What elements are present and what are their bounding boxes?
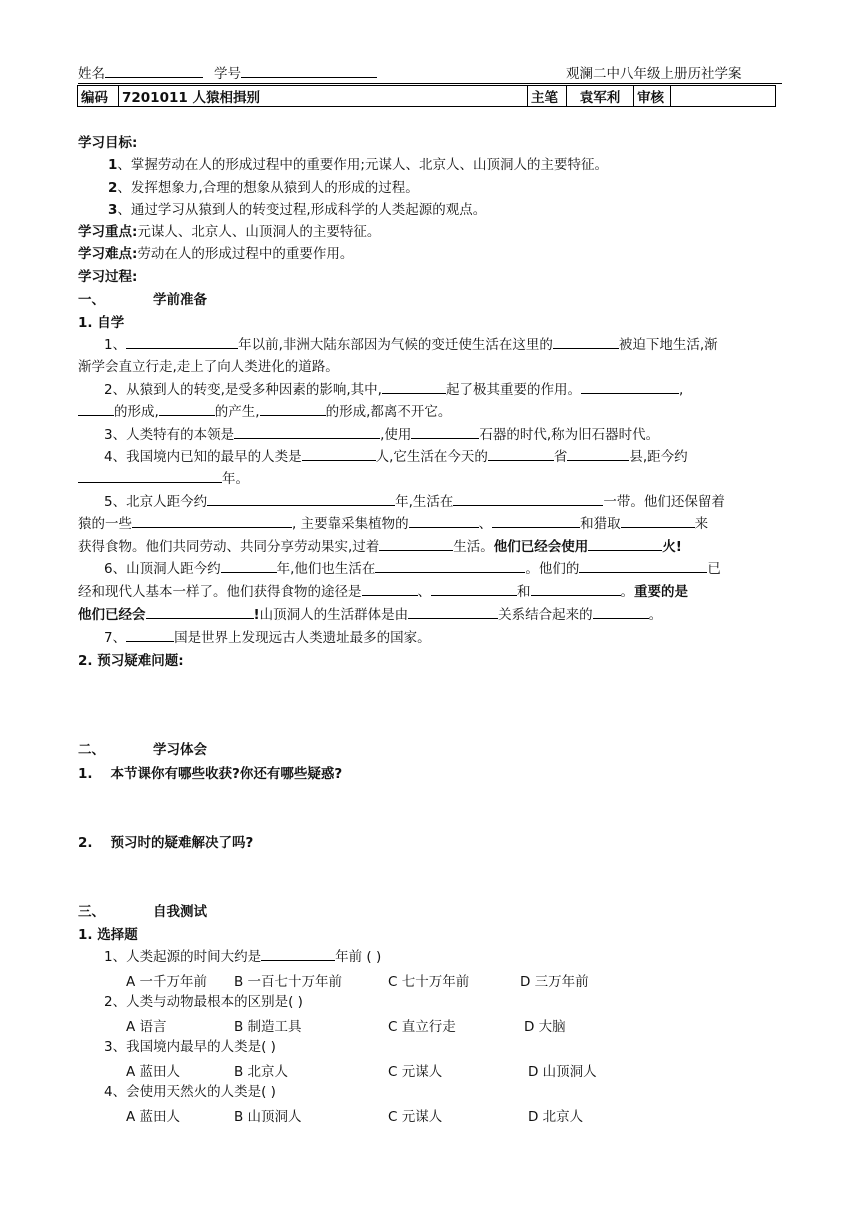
code-value: 7201011 人猿相揖别	[119, 86, 528, 107]
blank[interactable]	[492, 513, 580, 528]
section2-q1: 1. 本节课你有哪些收获?你还有哪些疑惑?	[78, 766, 343, 782]
section3-heading: 三、 自我测试	[78, 904, 207, 920]
author-name: 袁军利	[567, 86, 634, 107]
blank[interactable]	[159, 401, 215, 416]
blank[interactable]	[207, 491, 395, 506]
objectives-title: 学习目标:	[78, 135, 138, 151]
student-id-blank[interactable]	[241, 63, 377, 78]
blank[interactable]	[261, 946, 335, 961]
blank[interactable]	[431, 581, 517, 596]
blank[interactable]	[411, 424, 479, 439]
blank[interactable]	[362, 581, 418, 596]
name-field[interactable]	[78, 62, 203, 82]
blank[interactable]	[132, 513, 292, 528]
student-id-field[interactable]	[214, 62, 377, 82]
meta-table	[77, 85, 776, 107]
blank[interactable]	[579, 558, 707, 573]
mc2-option-c[interactable]: C 直立行走	[388, 1019, 456, 1035]
blank[interactable]	[375, 558, 525, 573]
q1-line2: 渐学会直立行走,走上了向人类进化的道路。	[78, 359, 339, 375]
objective-2: 2、发挥想象力,合理的想象从猿到人的形成的过程。	[108, 180, 419, 196]
q5-line3: 获得食物。他们共同劳动、共同分享劳动果实,过着 生活。他们已经会使用 火!	[78, 536, 682, 558]
q5-line1: 5、北京人距今约 年,生活在 一带。他们还保留着	[104, 491, 725, 513]
blank[interactable]	[382, 379, 446, 394]
blank[interactable]	[621, 513, 695, 528]
section3-sub1: 1. 选择题	[78, 927, 138, 943]
objective-3: 3、通过学习从猿到人的转变过程,形成科学的人类起源的观点。	[108, 202, 487, 218]
mc1-option-b[interactable]: B 一百七十万年前	[234, 974, 343, 990]
mc1-option-d[interactable]: D 三万年前	[520, 974, 589, 990]
blank[interactable]	[488, 446, 554, 461]
mc1-option-a[interactable]: A 一千万年前	[126, 974, 208, 990]
blank[interactable]	[221, 558, 277, 573]
blank[interactable]	[531, 581, 621, 596]
objective-1: 1、掌握劳动在人的形成过程中的重要作用;元谋人、北京人、山顶洞人的主要特征。	[108, 157, 608, 173]
blank[interactable]	[408, 604, 498, 619]
blank[interactable]	[78, 468, 222, 483]
q3-line: 3、人类特有的本领是 ,使用 石器的时代,称为旧石器时代。	[104, 424, 659, 446]
blank[interactable]	[567, 446, 629, 461]
mc3-option-c[interactable]: C 元谋人	[388, 1064, 443, 1080]
mc3-option-d[interactable]: D 山顶洞人	[528, 1064, 597, 1080]
process-title: 学习过程:	[78, 269, 138, 285]
q1-line1: 1、 年以前,非洲大陆东部因为气候的变迁使生活在这里的 被迫下地生活,渐	[104, 334, 718, 356]
name-blank[interactable]	[105, 63, 203, 78]
mc2-option-b[interactable]: B 制造工具	[234, 1019, 302, 1035]
section2-q2: 2. 预习时的疑难解决了吗?	[78, 835, 254, 851]
mc-question-1: 1、人类起源的时间大约是 年前 ( )	[104, 946, 381, 968]
header-divider	[78, 83, 782, 84]
q6-line3: 他们已经会 !山顶洞人的生活群体是由 关系结合起来的 。	[78, 604, 662, 626]
blank[interactable]	[260, 401, 326, 416]
mc4-option-c[interactable]: C 元谋人	[388, 1109, 443, 1125]
key-points: 学习重点:元谋人、北京人、山顶洞人的主要特征。	[78, 224, 381, 240]
student-id-label: 学号	[214, 66, 241, 82]
code-label: 编码	[78, 86, 119, 107]
blank[interactable]	[593, 604, 649, 619]
blank[interactable]	[379, 536, 453, 551]
mc3-option-b[interactable]: B 北京人	[234, 1064, 289, 1080]
section1-sub2: 2. 预习疑难问题:	[78, 653, 184, 669]
difficult-points: 学习难点:劳动在人的形成过程中的重要作用。	[78, 246, 354, 262]
q4-line1: 4、我国境内已知的最早的人类是 人,它生活在今天的 省 县,距今约	[104, 446, 688, 468]
blank[interactable]	[588, 536, 662, 551]
blank[interactable]	[302, 446, 376, 461]
mc2-option-a[interactable]: A 语言	[126, 1019, 167, 1035]
mc-question-4: 4、会使用天然火的人类是( )	[104, 1084, 276, 1100]
mc3-option-a[interactable]: A 蓝田人	[126, 1064, 181, 1080]
q4-line2: 年。	[78, 468, 249, 490]
q7-line: 7、 国是世界上发现远古人类遗址最多的国家。	[104, 627, 431, 649]
blank[interactable]	[409, 513, 479, 528]
blank[interactable]	[146, 604, 254, 619]
blank[interactable]	[126, 334, 238, 349]
blank[interactable]	[126, 627, 174, 642]
mc4-option-a[interactable]: A 蓝田人	[126, 1109, 181, 1125]
blank[interactable]	[453, 491, 603, 506]
q2-line2: 的形成, 的产生, 的形成,都离不开它。	[78, 401, 451, 423]
section2-heading: 二、 学习体会	[78, 742, 207, 758]
q5-line2: 猿的一些 , 主要靠采集植物的 、 和猎取 来	[78, 513, 708, 535]
section1-sub1: 1. 自学	[78, 315, 125, 331]
blank[interactable]	[234, 424, 380, 439]
q6-line1: 6、山顶洞人距今约 年,他们也生活在 。他们的 已	[104, 558, 721, 580]
mc1-option-c[interactable]: C 七十万年前	[388, 974, 470, 990]
mc-question-3: 3、我国境内最早的人类是( )	[104, 1039, 276, 1055]
blank[interactable]	[78, 401, 114, 416]
school-title: 观澜二中八年级上册历社学案	[566, 66, 742, 82]
mc-question-2: 2、人类与动物最根本的区别是( )	[104, 994, 303, 1010]
reviewer-label: 审核	[634, 86, 671, 107]
mc4-option-d[interactable]: D 北京人	[528, 1109, 584, 1125]
mc2-option-d[interactable]: D 大脑	[524, 1019, 566, 1035]
q2-line1: 2、从猿到人的转变,是受多种因素的影响,其中, 起了极其重要的作用。 ,	[104, 379, 683, 401]
author-label: 主笔	[528, 86, 567, 107]
name-label: 姓名	[78, 66, 105, 82]
reviewer-name	[671, 86, 776, 107]
blank[interactable]	[553, 334, 619, 349]
q6-line2: 经和现代人基本一样了。他们获得食物的途径是 、 和 。重要的是	[78, 581, 688, 603]
section1-heading: 一、 学前准备	[78, 292, 207, 308]
blank[interactable]	[581, 379, 679, 394]
mc4-option-b[interactable]: B 山顶洞人	[234, 1109, 302, 1125]
